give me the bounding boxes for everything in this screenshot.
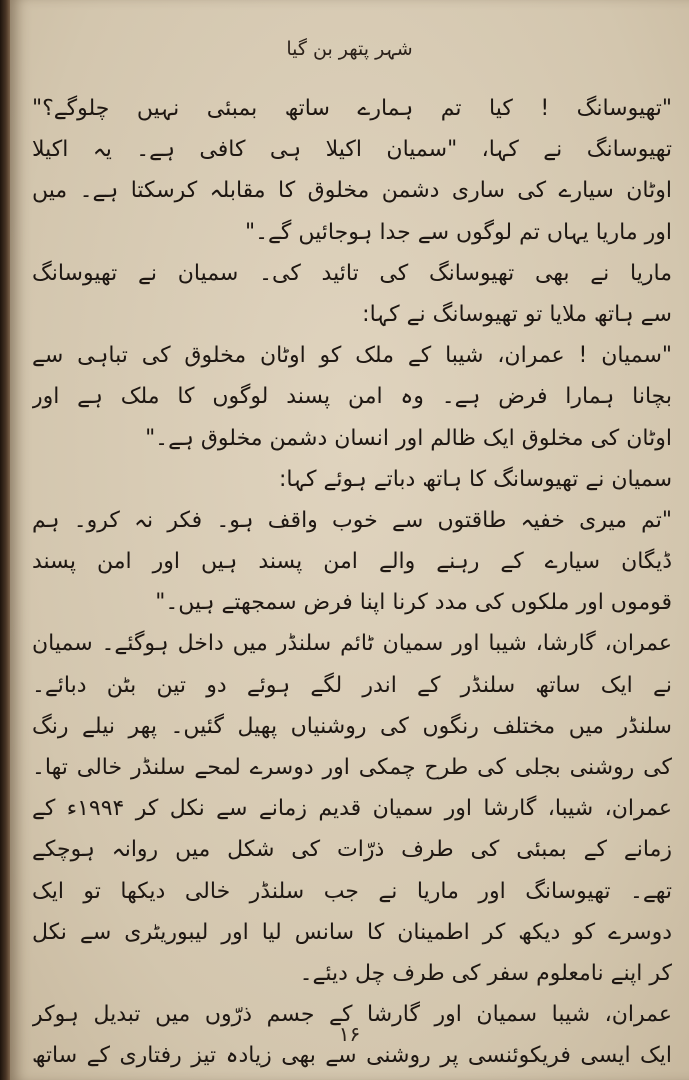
text-line: نے ایک ساتھ سلنڈر کے اندر لگے ہوئے دو تین بٹن دبائے۔ xyxy=(32,672,672,698)
text-line: "تھیوسانگ ! کیا تم ہمارے ساتھ بمبئی نہیں چلوگے؟" xyxy=(32,96,672,121)
text-line: ڈیگان سیارے کے رہنے والے امن پسند ہیں اور امن پسند xyxy=(32,549,672,575)
text-line: عمران، شیبا، گارشا اور سمیان قدیم زمانے سے نکل کر ۱۹۹۴ء کے xyxy=(32,796,672,822)
book-page xyxy=(10,0,689,1080)
text-line: بچانا ہمارا فرض ہے۔ وہ امن پسند لوگوں کا ملک ہے اور xyxy=(32,384,672,410)
text-line: کی روشنی بجلی کی طرح چمکی اور دوسرے لمحے سلنڈر خالی تھا۔ xyxy=(32,755,672,780)
text-line: اوٹان کی مخلوق ایک ظالم اور انسان دشمن مخلوق ہے۔" xyxy=(145,425,672,451)
text-line: اوٹان سیارے کی ساری دشمن مخلوق کا مقابلہ کرسکتا ہے۔ میں xyxy=(32,178,672,204)
text-line: سے ہاتھ ملایا تو تھیوسانگ نے کہا: xyxy=(362,301,672,327)
text-line: "سمیان ! عمران، شیبا کے ملک کو اوٹان مخلوق کی تباہی سے xyxy=(32,343,672,369)
text-line: تھیوسانگ نے کہا، "سمیان اکیلا ہی کافی ہے۔ یہ اکیلا xyxy=(32,137,672,163)
text-line: عمران، گارشا، شیبا اور سمیان ٹائم سلنڈر میں داخل ہوگئے۔ سمیان xyxy=(32,631,672,657)
text-line: سمیان نے تھیوسانگ کا ہاتھ دباتے ہوئے کہا: xyxy=(278,466,672,492)
text-line: کر اپنے نامعلوم سفر کی طرف چل دیئے۔ xyxy=(299,960,672,986)
book-binding xyxy=(0,0,10,1080)
running-head: شہر پتھر بن گیا xyxy=(286,38,413,60)
text-line: "تم میری خفیہ طاقتوں سے خوب واقف ہو۔ فکر نہ کرو۔ ہم xyxy=(32,507,672,533)
text-line: تھے۔ تھیوسانگ اور ماریا نے جب سلنڈر خالی دیکھا تو ایک xyxy=(32,878,672,904)
text-line: اور ماریا یہاں تم لوگوں سے جدا ہوجائیں گے۔" xyxy=(245,219,672,245)
text-line: عمران، شیبا سمیان اور گارشا کے جسم ذرّوں میں تبدیل ہوکر xyxy=(32,1002,672,1028)
text-line: زمانے کے بمبئی کی طرف ذرّات کی شکل میں روانہ ہوچکے xyxy=(32,837,672,863)
text-line: ایک ایسی فریکوئنسی پر روشنی سے بھی زیادہ تیز رفتاری کے ساتھ xyxy=(32,1043,672,1069)
text-line: ماریا نے بھی تھیوسانگ کی تائید کی۔ سمیان نے تھیوسانگ xyxy=(32,260,672,286)
body-text xyxy=(32,88,672,1077)
text-line: دوسرے کو دیکھ کر اطمینان کا سانس لیا اور لیبوریٹری سے نکل xyxy=(32,919,672,945)
text-line: سلنڈر میں مختلف رنگوں کی روشنیاں پھیل گئیں۔ پھر نیلے رنگ xyxy=(32,713,672,739)
text-line: قوموں اور ملکوں کی مدد کرنا اپنا فرض سمجھتے ہیں۔" xyxy=(155,590,672,616)
page-number: ۱۶ xyxy=(338,1022,361,1046)
